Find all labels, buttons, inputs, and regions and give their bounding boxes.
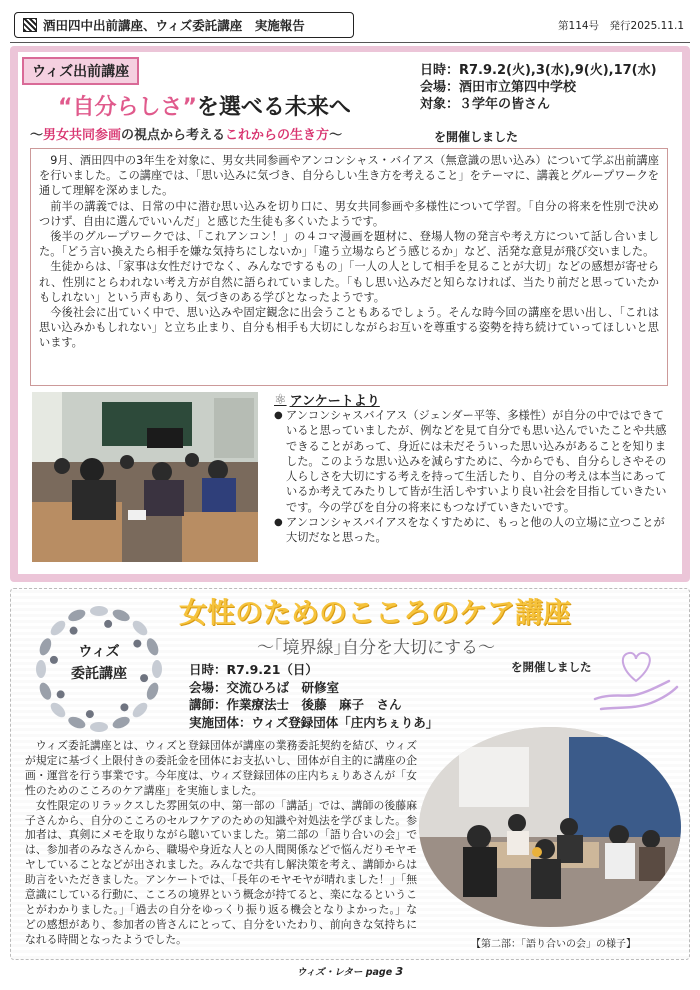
held-notice: を開催しました: [511, 660, 592, 674]
list-item: ● アンコンシャスバイアスをなくすために、もっと他の人の立場に立つことが大切だなと思った。: [274, 515, 674, 546]
survey-list: [274, 408, 674, 546]
wreath-petal: [37, 637, 53, 657]
event-venue: 会場：交流ひろば 研修室: [189, 679, 340, 695]
survey-heading: [274, 390, 380, 409]
wreath-petal: [37, 681, 53, 701]
event-organizer: 実施団体：ウィズ登録団体「庄内ちぇりあ」: [189, 714, 439, 730]
section-outreach-lecture: [10, 46, 690, 582]
header-divider: [10, 42, 690, 43]
event-target: 対象：３学年の皆さん: [420, 97, 551, 112]
wreath-flower: [133, 640, 141, 648]
subtitle-tilde-end: ～: [329, 128, 343, 143]
section-title: 女性のためのこころのケア講座: [179, 596, 572, 629]
header-title: 酒田四中出前講座、ウィズ委託講座 実施報告: [43, 18, 305, 33]
wreath-petal: [111, 607, 131, 623]
label-line-2: 委託講座: [71, 666, 127, 682]
header-title-box: [14, 12, 354, 38]
event-date: 日時：R7.9.21（日）: [189, 662, 318, 677]
paragraph: 前半の講義では、日常の中に潜む思い込みを切り口に、男女共同参画や多様性について学習。「自分の将来を性別で決めつけず、自由に選んでいいんだ」と感じた生徒も多くいたようです。: [39, 199, 659, 228]
survey-heading-text: アンケートより: [289, 394, 380, 409]
paragraph: 9月、酒田四中の3年生を対象に、男女共同参画やアンコンシャス・バイアス（無意識の思い込み）について学ぶ出前講座を行いました。この講座では、「思い込みに気づき、自分らしい生き方を考えること」をテーマに、講義とグループワークを通して理解を深めました。: [39, 154, 659, 198]
wreath-petal: [36, 660, 46, 678]
wreath-petal: [145, 681, 161, 701]
article-body: [30, 148, 668, 386]
wreath-petal: [145, 637, 161, 657]
page-number: 3: [395, 965, 404, 978]
wreath-flower: [140, 674, 148, 682]
wreath-petal: [111, 715, 131, 731]
atom-icon: ⚛: [274, 391, 287, 408]
subtitle-highlight-1: 男女共同参画: [43, 128, 122, 143]
title-quote: “自分らしさ”: [58, 95, 197, 120]
wreath-petal: [90, 722, 108, 732]
held-notice: を開催しました: [434, 130, 519, 144]
event-info: [420, 62, 657, 113]
wreath-petal: [152, 660, 162, 678]
wreath-petal: [130, 700, 150, 720]
section-commissioned-lecture: [10, 588, 690, 960]
wreath-flower: [50, 656, 58, 664]
wreath-petal: [67, 715, 87, 731]
subtitle-tilde-start: ～: [30, 128, 44, 143]
section-subtitle: [30, 124, 342, 143]
photo-caption: 【第二部：「語り合いの会」の様子】: [471, 939, 636, 950]
subtitle-middle: の視点から考える: [121, 128, 226, 143]
wreath-petal: [67, 607, 87, 623]
title-rest: を選べる未来へ: [196, 95, 351, 120]
meeting-photo: [419, 727, 681, 927]
list-item: ● アンコンシャスバイアス（ジェンダー平等、多様性）が自分の中ではできていると思っていましたが、例などを見て自分でも思い込んでいたことや共感できることがあって、身近には未だそういった思い込みがあることを知りました。このような思い込みを減らすために、今からでも、自分らしさやその人らしさを大切にする考えを持って生活したり、自分の考えは本当にあっているか考えてみたりして皆が生活しやすいより良い社会を目指していきたいです。今の学びを自分の将来にもつなげていきたいです。: [274, 408, 674, 515]
section-tag: ウィズ出前講座: [22, 57, 139, 85]
paragraph: ウィズ委託講座とは、ウィズと登録団体が講座の業務委託契約を結び、ウィズが規定に基づく上限付きの委託金を団体にお支払いし、団体が自主的に講座の企画・運営を行う事業です。今年度は、ウィズ登録団体の庄内ちぇりあさんが「女性のためのこころのケア講座」を実施しました。: [25, 739, 417, 797]
section-title: [58, 90, 351, 121]
section-label: [69, 641, 129, 685]
wreath-flower: [70, 627, 78, 635]
page-footer: [0, 964, 700, 978]
wreath-flower: [104, 620, 112, 628]
section-subtitle: ～｢境界線｣自分を大切にする～: [257, 638, 495, 658]
paragraph: 後半のグループワークでは、「これアンコン！」の４コマ漫画を題材に、登場人物の発言や考え方について話し合いました。「どう言い換えたら相手を嫌な気持ちにしないか」「違う立場ならどう感じるか」など、活発な意見が飛び交いました。: [39, 230, 659, 259]
subtitle-highlight-2: これからの生き方: [225, 128, 330, 143]
event-date: 日時：R7.9.2(火),3(水),9(火),17(水): [420, 63, 657, 78]
wreath-flower: [86, 710, 94, 718]
wreath-petal: [48, 700, 68, 720]
wreath-petal: [130, 618, 150, 638]
event-venue: 会場：酒田市立第四中学校: [420, 80, 577, 95]
label-line-1: ウィズ: [78, 644, 120, 660]
heart-hand-icon: [591, 647, 681, 717]
wreath-flower: [120, 703, 128, 711]
header-square-icon: [23, 18, 37, 32]
paragraph: 女性限定のリラックスした雰囲気の中、第一部の「講話」では、講師の後藤麻子さんから、自分のこころのセルフケアのための知識や対処法を学びました。参加者は、真剣にメモを取りながら聴いていました。第二部の「語り合いの会」では、参加者のみなさんから、職場や身近な人との人間関係などで悩んだりモヤモヤしていることなどが出されました。みんなで共有し解決策を考え、講師からは助言をいただきました。アンケートでは、「長年のモヤモヤが晴れました！」「無意識にしている行動に、こころの境界という概念が持てると、楽になるということがわかりました。」「過去の自分をゆっくり振り返る機会となりよかった。」などの感想があり、参加者の皆さんにとって、自分をいたわり、前向きな気持ちになれる時間となったようでした。: [25, 798, 417, 946]
paragraph: 生徒からは、「家事は女性だけでなく、みんなでするもの」「一人の人として相手を見ることが大切」などの感想が寄せられ、性別にとらわれない考え方が自然に語られていました。「もし思い込みだと知らなければ、当たり前だと思っていたかもしれない」という声もあり、気づきのある学びとなったようです。: [39, 260, 659, 304]
event-info: [189, 661, 438, 731]
wreath-petal: [48, 618, 68, 638]
wreath-petal: [90, 606, 108, 616]
page-header: [10, 12, 690, 40]
wreath-flower: [57, 690, 65, 698]
footer-brand: ウィズ・レター: [296, 967, 363, 978]
issue-info: 第114号 発行2025.11.1: [558, 20, 684, 32]
classroom-photo: [32, 392, 258, 562]
article-body: [25, 739, 417, 948]
paragraph: 今後社会に出ていく中で、思い込みや固定観念に出会うこともあるでしょう。そんな時今回の講座を思い出し、「これは思い込みかもしれない」と立ち止まり、自分も相手も大切にしながらお互いを尊重する姿勢を持ち続けていってほしいと思います。: [39, 306, 659, 350]
footer-page-label: page: [365, 967, 393, 978]
section-outreach-inner: [18, 52, 682, 574]
event-lecturer: 講師：作業療法士 後藤 麻子 さん: [189, 697, 402, 712]
